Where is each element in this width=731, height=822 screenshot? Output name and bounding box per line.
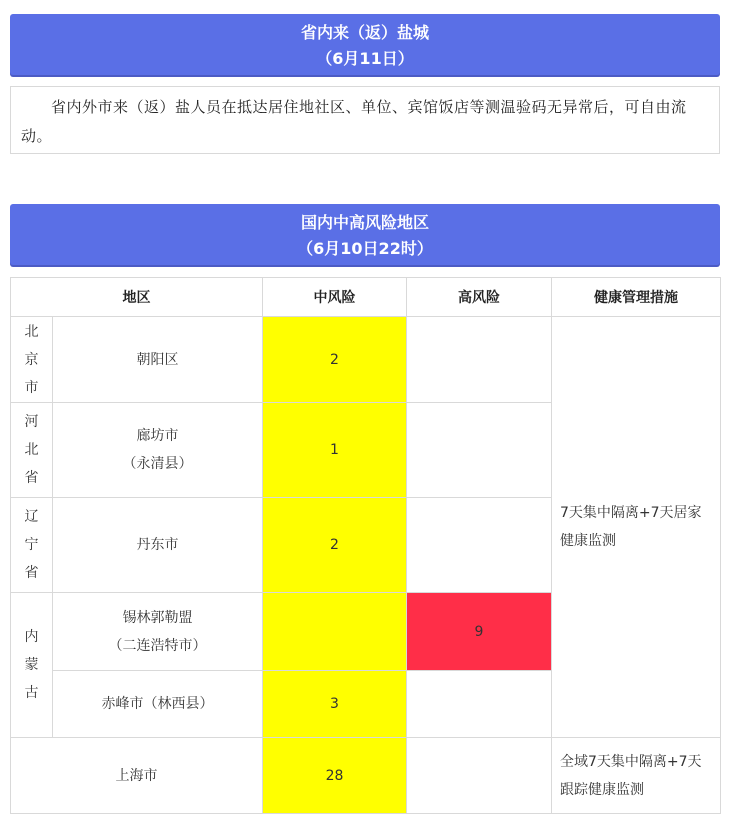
header-high-risk: 高风险 (407, 278, 552, 317)
medium-risk-count: 28 (263, 738, 407, 814)
high-risk-count: 9 (407, 593, 552, 671)
city-cell: 廊坊市 （永清县） (53, 403, 263, 498)
province-cell: 河 北 省 (11, 403, 53, 498)
province-cell: 北 京 市 (11, 317, 53, 403)
high-risk-count (407, 317, 552, 403)
section-header-risk-areas (10, 204, 720, 265)
province-cell: 内 蒙 古 (11, 593, 53, 738)
risk-area-table (10, 277, 721, 814)
measures-cell: 全域7天集中隔离+7天跟踪健康监测 (552, 738, 721, 814)
section-title: 国内中高风险地区 (300, 213, 429, 232)
table-header-row (11, 278, 721, 317)
table-row (11, 738, 721, 814)
city-cell: 上海市 (11, 738, 263, 814)
section-date: （6月11日） (316, 49, 414, 68)
high-risk-count (407, 738, 552, 814)
high-risk-count (407, 671, 552, 738)
section-date: （6月10日22时） (297, 239, 433, 258)
city-cell: 朝阳区 (53, 317, 263, 403)
section-title: 省内来（返）盐城 (300, 23, 429, 42)
arrival-notice: 省内外市来（返）盐人员在抵达居住地社区、单位、宾馆饭店等测温验码无异常后，可自由流动。 (10, 86, 720, 154)
medium-risk-count (263, 593, 407, 671)
header-measures: 健康管理措施 (552, 278, 721, 317)
header-medium-risk: 中风险 (263, 278, 407, 317)
medium-risk-count: 3 (263, 671, 407, 738)
city-cell: 锡林郭勒盟 （二连浩特市） (53, 593, 263, 671)
high-risk-count (407, 403, 552, 498)
high-risk-count (407, 498, 552, 593)
medium-risk-count: 2 (263, 498, 407, 593)
header-region: 地区 (11, 278, 263, 317)
measures-cell: 7天集中隔离+7天居家健康监测 (552, 317, 721, 738)
medium-risk-count: 2 (263, 317, 407, 403)
province-cell: 辽 宁 省 (11, 498, 53, 593)
medium-risk-count: 1 (263, 403, 407, 498)
section-header-arrivals (10, 14, 720, 75)
table-row (11, 317, 721, 403)
city-cell: 赤峰市（林西县） (53, 671, 263, 738)
city-cell: 丹东市 (53, 498, 263, 593)
